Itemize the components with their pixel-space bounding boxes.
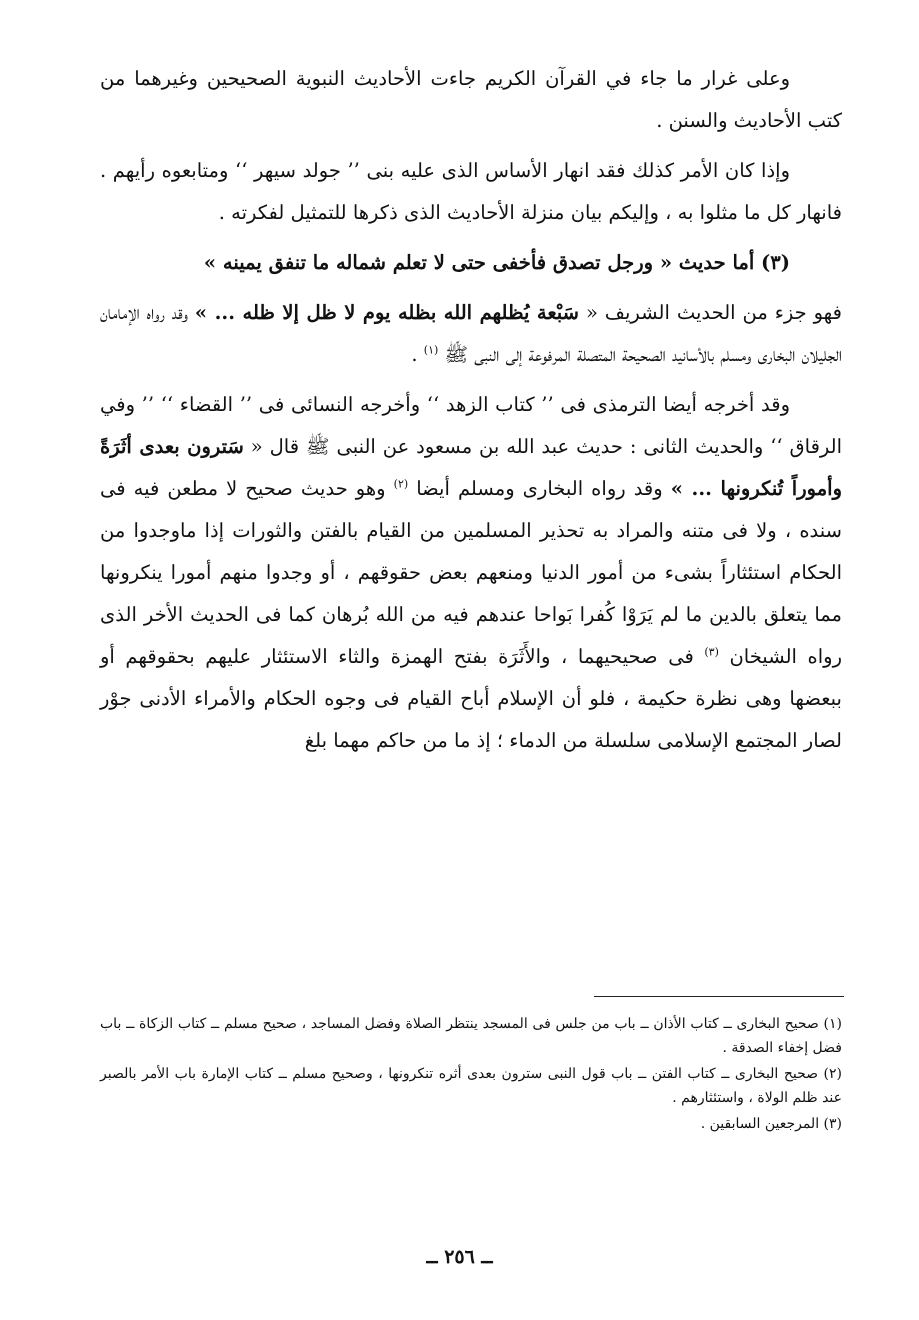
- hadith-3-seven-quote: سَبْعة يُظلهم الله بظله يوم لا ظل إلا ظله ... »: [194, 301, 580, 324]
- hadith-3-heading: (٣) أما حديث « ورجل تصدق فأخفى حتى لا تعلم شماله ما تنفق يمينه »: [203, 251, 790, 274]
- paragraph-long: [100, 384, 842, 762]
- hadith-quote-athara: سَترون بعدى أثَرَةً وأموراً تُنكرونها ... »: [100, 435, 842, 500]
- paragraph-long-b: وقد رواه البخارى ومسلم أيضا: [408, 477, 671, 500]
- main-text: [100, 58, 842, 770]
- paragraph-long-c: وهو حديث صحيح لا مطعن فيه فى سنده ، ولا فى متنه والمراد به تحذير المسلمين من القيام بالفتن والثورات إذا ماوجدوا من الحكام استئثاراً بشىء من أمور الدنيا ومنعهم بعض حقوقهم ، أو وجدوا منهم أمورا ينكرونها مما يتعلق بالدين ما لم يَرَوْا كُفرا بَواحا عندهم فيه من الله بُرهان كما فى الحديث الأخر الذى رواه الشيخان: [100, 477, 842, 668]
- hadith-3-narration: وقد رواه الإمامان الجليلان البخارى ومسلم بالأسانيد الصحيحة المتصلة المرفوعة إلى النبى ﷺ: [100, 301, 842, 366]
- paragraph-long-a: وقد أخرجه أيضا الترمذى فى ’’ كتاب الزهد ‘‘ وأخرجه النسائى فى ’’ القضاء ‘‘ ’’ وفي الرقاق ‘‘ والحديث الثانى : حديث عبد الله بن مسعود عن النبى ﷺ قال «: [100, 393, 843, 458]
- hadith-3-part-prefix: فهو جزء من الحديث الشريف «: [579, 301, 842, 324]
- hadith-3-body: [100, 292, 842, 376]
- footnote-1: (١) صحيح البخارى ــ كتاب الأذان ــ باب من جلس فى المسجد ينتظر الصلاة وفضل المساجد ، صحيح مسلم ــ كتاب الزكاة ــ باب فضل إخفاء الصدقة .: [100, 1016, 842, 1056]
- footnote-ref-1: (١): [423, 343, 439, 357]
- footnote-separator: [594, 996, 844, 997]
- footnotes: [100, 1012, 842, 1138]
- hadith-3-end: .: [411, 343, 424, 366]
- paragraph-2: وإذا كان الأمر كذلك فقد انهار الأساس الذى عليه بنى ’’ جولد سيهر ‘‘ ومتابعوه رأيهم . فانهار كل ما مثلوا به ، وإليكم بيان منزلة الأحاديث الذى ذكرها للتمثيل لفكرته .: [100, 159, 842, 224]
- footnote-ref-2: (٢): [393, 477, 409, 491]
- paragraph-1: وعلى غرار ما جاء في القرآن الكريم جاءت الأحاديث النبوية الصحيحين وغيرهما من كتب الأحاديث والسنن .: [100, 67, 842, 132]
- footnote-ref-3: (٣): [704, 645, 719, 659]
- paragraph-long-d: فى صحيحيهما ، والأَثَرَة بفتح الهمزة والثاء الاستئثار عليهم بحقوقهم أو ببعضها وهى نظرة حكيمة ، فلو أن الإسلام أباح القيام فى وجوه الحكام والأمراء الأدنى جوْر لصار المجتمع الإسلامى سلسلة من الدماء ؛ إذ ما من حاكم مهما بلغ: [100, 645, 842, 752]
- page-number: ــ ٢٥٦ ــ: [426, 1246, 493, 1268]
- footnote-3: (٣) المرجعين السابقين .: [700, 1116, 842, 1132]
- footnote-2: (٢) صحيح البخارى ــ كتاب الفتن ــ باب قول النبى سترون بعدى أثره تنكرونها ، وصحيح مسلم ــ كتاب الإمارة باب الأمر بالصبر عند ظلم الولاة ، واستئثارهم .: [100, 1066, 842, 1106]
